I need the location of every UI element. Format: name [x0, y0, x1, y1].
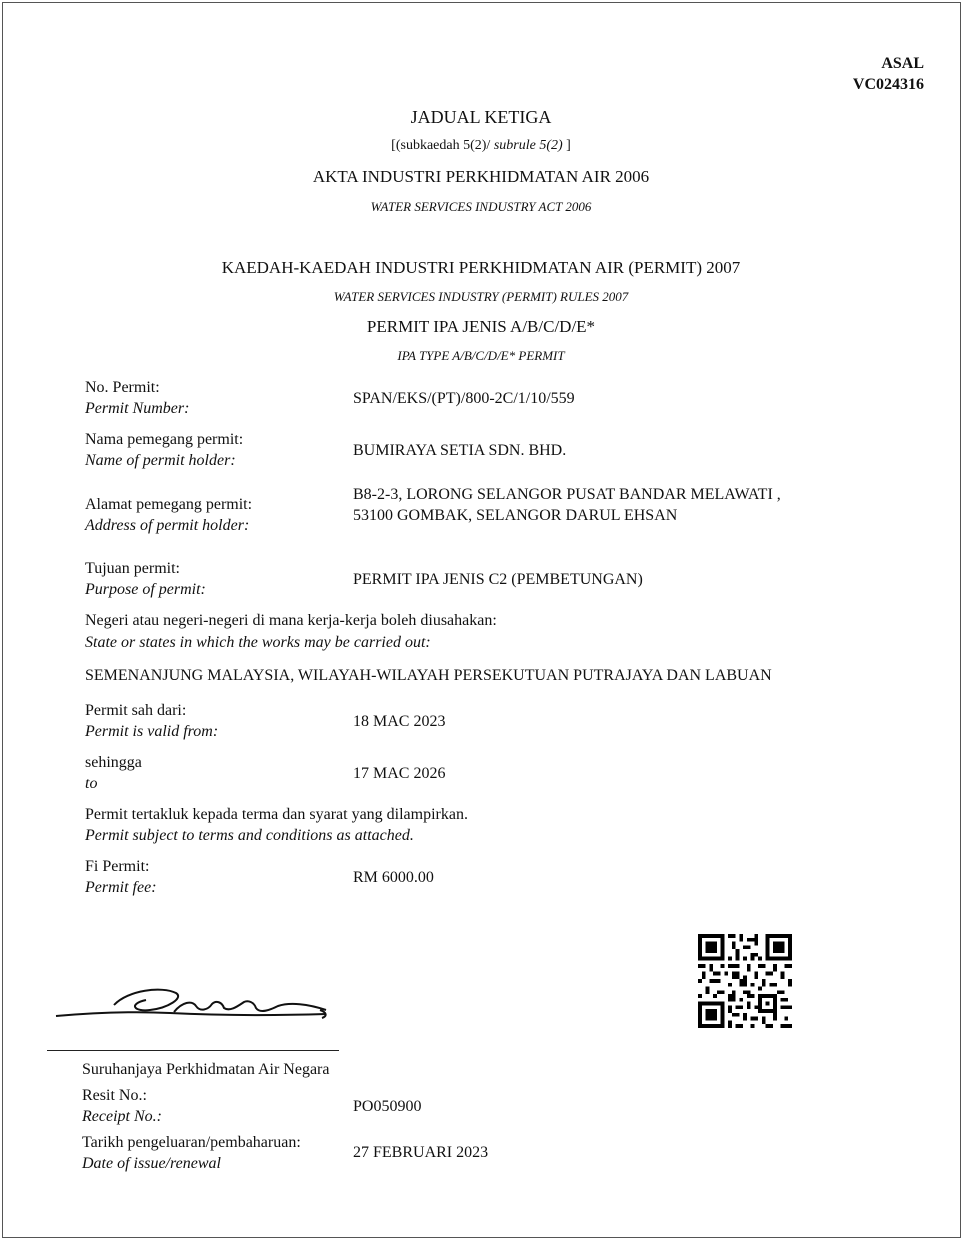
terms-label-ms: Permit tertakluk kepada terma dan syarat yang dilampirkan.: [85, 806, 468, 823]
receipt-value: PO050900: [353, 1098, 422, 1115]
qr-code-icon: [698, 934, 792, 1028]
holder-label-ms: Nama pemegang permit:: [85, 431, 244, 448]
signature-line: [47, 1050, 339, 1051]
rules-title-en: WATER SERVICES INDUSTRY (PERMIT) RULES 2007: [333, 289, 629, 304]
receipt-label-ms: Resit No.:: [82, 1087, 147, 1104]
states-label-ms: Negeri atau negeri-negeri di mana kerja-kerja boleh diusahakan:: [85, 612, 497, 629]
issue-date-value: 27 FEBRUARI 2023: [353, 1144, 489, 1161]
address-label-en: Address of permit holder:: [85, 517, 250, 534]
permit-type-ms: PERMIT IPA JENIS A/B/C/D/E*: [366, 317, 596, 336]
valid-to-label-ms: sehingga: [85, 754, 142, 771]
permit-number-label-ms: No. Permit:: [85, 379, 160, 396]
address-value: B8-2-3, LORONG SELANGOR PUSAT BANDAR MELAWATI , 53100 GOMBAK, SELANGOR DARUL EHSAN: [353, 486, 781, 524]
fee-label-ms: Fi Permit:: [85, 858, 150, 875]
purpose-label-en: Purpose of permit:: [85, 581, 206, 598]
purpose-label-ms: Tujuan permit:: [85, 560, 180, 577]
permit-number-value: SPAN/EKS/(PT)/800-2C/1/10/559: [353, 390, 575, 407]
rule-ref-italic: subrule 5(2): [493, 138, 563, 153]
valid-from-label-ms: Permit sah dari:: [85, 702, 187, 719]
rules-title-ms: KAEDAH-KAEDAH INDUSTRI PERKHIDMATAN AIR (PERMIT) 2007: [221, 258, 741, 277]
fee-label-en: Permit fee:: [85, 879, 157, 896]
act-title-ms: AKTA INDUSTRI PERKHIDMATAN AIR 2006: [312, 167, 650, 186]
valid-to-value: 17 MAC 2026: [353, 765, 446, 782]
holder-label-en: Name of permit holder:: [85, 452, 236, 469]
authority-name: Suruhanjaya Perkhidmatan Air Negara: [82, 1061, 330, 1078]
copy-label: ASAL: [881, 55, 924, 72]
rule-reference: [0, 138, 962, 154]
terms-label-en: Permit subject to terms and conditions as attached.: [85, 827, 414, 844]
receipt-label-en: Receipt No.:: [82, 1108, 162, 1125]
rule-ref-suffix: ]: [562, 138, 571, 153]
issue-date-label-en: Date of issue/renewal: [82, 1155, 221, 1172]
holder-value: BUMIRAYA SETIA SDN. BHD.: [353, 442, 567, 459]
purpose-value: PERMIT IPA JENIS C2 (PEMBETUNGAN): [353, 571, 643, 588]
rule-ref-prefix: [(subkaedah 5(2)/: [391, 138, 494, 153]
signature-icon: [50, 980, 340, 1030]
schedule-title: JADUAL KETIGA: [410, 107, 552, 127]
address-label-ms: Alamat pemegang permit:: [85, 496, 253, 513]
permit-type-en: IPA TYPE A/B/C/D/E* PERMIT: [397, 348, 565, 363]
states-value: SEMENANJUNG MALAYSIA, WILAYAH-WILAYAH PERSEKUTUAN PUTRAJAYA DAN LABUAN: [85, 667, 772, 684]
permit-number-label-en: Permit Number:: [85, 400, 190, 417]
issue-date-label-ms: Tarikh pengeluaran/pembaharuan:: [82, 1134, 301, 1151]
valid-from-label-en: Permit is valid from:: [85, 723, 219, 740]
valid-to-label-en: to: [85, 775, 98, 792]
serial-number: VC024316: [852, 76, 924, 93]
states-label-en: State or states in which the works may be carried out:: [85, 634, 431, 651]
valid-from-value: 18 MAC 2023: [353, 713, 446, 730]
act-title-en: WATER SERVICES INDUSTRY ACT 2006: [370, 199, 592, 214]
fee-value: RM 6000.00: [353, 869, 434, 886]
